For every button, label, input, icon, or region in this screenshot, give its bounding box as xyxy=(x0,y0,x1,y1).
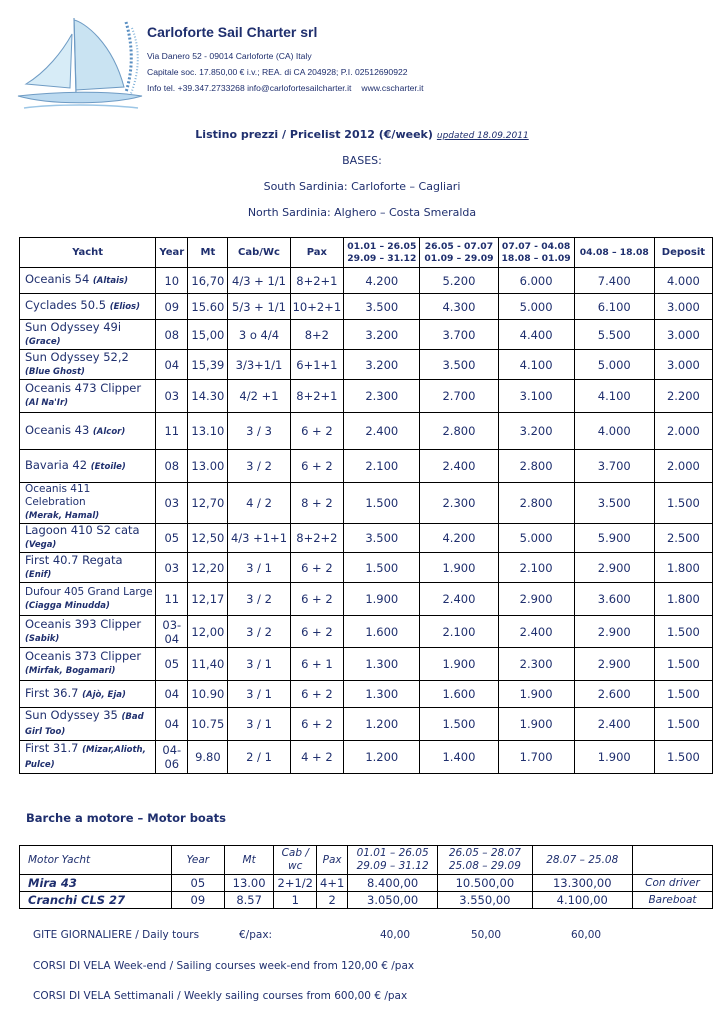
cabins-cell: 3 / 1 xyxy=(228,708,290,741)
sail-row xyxy=(20,380,713,413)
price-period-3: 4.100,00 xyxy=(532,892,632,909)
price-period-2: 3.500 xyxy=(420,350,498,380)
motor-header-cab xyxy=(274,846,317,875)
price-period-2: 4.200 xyxy=(420,524,498,553)
sail-row xyxy=(20,320,713,350)
pax-cell: 4+1 xyxy=(317,875,348,892)
length-cell: 14.30 xyxy=(188,380,228,413)
length-cell: 13.00 xyxy=(225,875,274,892)
price-period-2: 3.700 xyxy=(420,320,498,350)
yacht-model: First 31.7 xyxy=(25,741,79,755)
cabins-cell: 3 / 1 xyxy=(228,648,290,681)
header-pax: Pax xyxy=(290,238,344,268)
pax-cell: 4 + 2 xyxy=(290,741,344,774)
motor-header-period-1a: 01.01 – 26.05 xyxy=(356,847,429,859)
yacht-nickname: (Al Na'Ir) xyxy=(25,398,69,408)
pax-cell: 6 + 2 xyxy=(290,583,344,616)
price-period-4: 4.100 xyxy=(574,380,654,413)
price-period-3: 3.200 xyxy=(498,413,574,450)
length-cell: 11,40 xyxy=(188,648,228,681)
sail-row xyxy=(20,681,713,708)
motor-header-row xyxy=(20,846,713,875)
yacht-nickname: (Enif) xyxy=(25,569,52,580)
pax-cell: 2 xyxy=(317,892,348,909)
sail-row xyxy=(20,450,713,483)
bases-label: BASES: xyxy=(342,154,382,167)
company-capital: Capitale soc. 17.850,00 € i.v.; REA. di CA 204928; P.I. 02512690922 xyxy=(147,67,408,77)
yacht-name-cell xyxy=(20,648,156,681)
price-period-1: 3.050,00 xyxy=(348,892,438,909)
company-header xyxy=(147,24,423,96)
price-period-1: 3.500 xyxy=(344,524,420,553)
price-period-2: 4.300 xyxy=(420,294,498,320)
price-period-1: 2.100 xyxy=(344,450,420,483)
length-cell: 12,20 xyxy=(188,553,228,583)
price-period-3: 1.700 xyxy=(498,741,574,774)
motor-header-period-1 xyxy=(348,846,438,875)
cabins-cell: 4/3 + 1/1 xyxy=(228,268,290,294)
sail-table-body xyxy=(20,268,713,774)
pax-cell: 10+2+1 xyxy=(290,294,344,320)
length-cell: 13.10 xyxy=(188,413,228,450)
price-period-2: 2.300 xyxy=(420,483,498,524)
price-period-2: 1.900 xyxy=(420,648,498,681)
length-cell: 12,17 xyxy=(188,583,228,616)
cabins-cell: 5/3 + 1/1 xyxy=(228,294,290,320)
year-cell: 11 xyxy=(156,413,188,450)
deposit-cell: 3.000 xyxy=(654,320,712,350)
motor-header-period-3: 28.07 – 25.08 xyxy=(532,846,632,875)
price-period-3: 2.800 xyxy=(498,483,574,524)
price-period-4: 5.900 xyxy=(574,524,654,553)
pricelist-title xyxy=(0,128,724,141)
motor-boats-title: Barche a motore – Motor boats xyxy=(26,811,226,825)
header-period-3a: 07.07 - 04.08 xyxy=(501,240,571,252)
length-cell: 12,00 xyxy=(188,616,228,648)
price-period-2: 1.400 xyxy=(420,741,498,774)
sail-row xyxy=(20,413,713,450)
yacht-name-cell xyxy=(20,413,156,450)
price-period-3: 1.900 xyxy=(498,681,574,708)
yacht-model: Bavaria 42 xyxy=(25,457,88,472)
header-period-3b: 18.08 – 01.09 xyxy=(501,252,571,264)
daily-price-1: 40,00 xyxy=(380,929,411,941)
price-period-1: 3.200 xyxy=(344,320,420,350)
motor-header-mt: Mt xyxy=(225,846,274,875)
motor-header-period-2 xyxy=(438,846,532,875)
price-period-1: 2.300 xyxy=(344,380,420,413)
price-period-4: 3.600 xyxy=(574,583,654,616)
pax-cell: 6 + 2 xyxy=(290,450,344,483)
price-period-3: 3.100 xyxy=(498,380,574,413)
yacht-name-cell xyxy=(20,294,156,320)
length-cell: 8.57 xyxy=(225,892,274,909)
price-period-1: 1.300 xyxy=(344,681,420,708)
deposit-cell: 2.200 xyxy=(654,380,712,413)
price-period-2: 5.200 xyxy=(420,268,498,294)
motor-header-period-2a: 26.05 – 28.07 xyxy=(448,847,521,859)
deposit-cell: 2.500 xyxy=(654,524,712,553)
sail-header-row xyxy=(20,238,713,268)
yacht-name-cell xyxy=(20,741,156,774)
motor-header-cab-bottom: wc xyxy=(288,860,303,872)
header-yacht: Yacht xyxy=(20,238,156,268)
yacht-model: Sun Odyssey 35 xyxy=(25,708,118,722)
price-period-4: 2.900 xyxy=(574,553,654,583)
weekend-courses-line: CORSI DI VELA Week-end / Sailing courses week-end from 120,00 € /pax xyxy=(33,960,415,972)
price-period-4: 5.500 xyxy=(574,320,654,350)
header-period-2 xyxy=(420,238,498,268)
pax-cell: 6 + 1 xyxy=(290,648,344,681)
sail-row xyxy=(20,483,713,524)
cabins-cell: 4/2 +1 xyxy=(228,380,290,413)
cabins-cell: 1 xyxy=(274,892,317,909)
deposit-cell: 3.000 xyxy=(654,294,712,320)
price-period-4: 7.400 xyxy=(574,268,654,294)
price-period-1: 3.200 xyxy=(344,350,420,380)
yacht-name-cell xyxy=(20,524,156,553)
year-cell: 03 xyxy=(156,553,188,583)
header-period-1b: 29.09 – 31.12 xyxy=(347,252,417,264)
yacht-model: First 40.7 Regata xyxy=(25,552,123,567)
yacht-name-cell xyxy=(20,708,156,741)
sail-row xyxy=(20,741,713,774)
price-period-1: 4.200 xyxy=(344,268,420,294)
price-period-1: 1.900 xyxy=(344,583,420,616)
deposit-cell: 2.000 xyxy=(654,450,712,483)
pax-cell: 6 + 2 xyxy=(290,681,344,708)
cabins-cell: 3/3+1/1 xyxy=(228,350,290,380)
pricelist-updated: updated 18.09.2011 xyxy=(436,131,529,141)
cabins-cell: 3 / 1 xyxy=(228,553,290,583)
pax-cell: 6 + 2 xyxy=(290,616,344,648)
price-period-4: 3.500 xyxy=(574,483,654,524)
header-year: Year xyxy=(156,238,188,268)
note-cell: Bareboat xyxy=(632,892,712,909)
header-period-1 xyxy=(344,238,420,268)
yacht-model: Oceanis 393 Clipper xyxy=(25,616,142,631)
price-period-4: 3.700 xyxy=(574,450,654,483)
yacht-model: Oceanis 54 xyxy=(25,272,90,286)
company-name: Carloforte Sail Charter srl xyxy=(147,24,318,40)
price-period-2: 1.900 xyxy=(420,553,498,583)
deposit-cell: 1.500 xyxy=(654,616,712,648)
sail-row xyxy=(20,648,713,681)
yacht-nickname: (Vega) xyxy=(25,540,57,550)
header-period-3 xyxy=(498,238,574,268)
price-period-4: 2.900 xyxy=(574,648,654,681)
price-period-2: 2.400 xyxy=(420,450,498,483)
yacht-nickname: (Ajò, Eja) xyxy=(82,689,126,700)
yacht-nickname: (Mizar,Alioth, Pulce) xyxy=(25,745,146,770)
deposit-cell: 1.500 xyxy=(654,681,712,708)
price-period-2: 1.600 xyxy=(420,681,498,708)
pax-cell: 6 + 2 xyxy=(290,413,344,450)
year-cell: 08 xyxy=(156,450,188,483)
price-period-1: 1.500 xyxy=(344,483,420,524)
price-period-2: 2.700 xyxy=(420,380,498,413)
company-contacts xyxy=(147,80,423,96)
yacht-name-cell xyxy=(20,681,156,708)
motor-header-period-1b: 29.09 – 31.12 xyxy=(356,860,429,872)
yacht-nickname: (Alcor) xyxy=(92,426,126,437)
price-period-4: 2.600 xyxy=(574,681,654,708)
year-cell: 04 xyxy=(156,708,188,741)
pax-cell: 8+2+2 xyxy=(290,524,344,553)
cabins-cell: 3 / 1 xyxy=(228,681,290,708)
header-mt: Mt xyxy=(188,238,228,268)
daily-tours-unit: €/pax: xyxy=(239,929,273,941)
cabins-cell: 2+1/2 xyxy=(274,875,317,892)
motor-header-cab-top: Cab / xyxy=(281,847,309,859)
header-cabwc: Cab/Wc xyxy=(228,238,290,268)
length-cell: 9.80 xyxy=(188,741,228,774)
deposit-cell: 3.000 xyxy=(654,350,712,380)
yacht-name-cell xyxy=(20,380,156,413)
length-cell: 15,39 xyxy=(188,350,228,380)
yacht-name-cell xyxy=(20,616,156,648)
deposit-cell: 1.500 xyxy=(654,648,712,681)
cabins-cell: 3 / 2 xyxy=(228,616,290,648)
motor-header-note xyxy=(632,846,712,875)
yacht-nickname: (Ciagga Minudda) xyxy=(25,600,110,611)
length-cell: 13.00 xyxy=(188,450,228,483)
deposit-cell: 4.000 xyxy=(654,268,712,294)
year-cell: 09 xyxy=(171,892,224,909)
pax-cell: 8 + 2 xyxy=(290,483,344,524)
yacht-name-cell xyxy=(20,583,156,616)
length-cell: 16,70 xyxy=(188,268,228,294)
weekly-courses-line: CORSI DI VELA Settimanali / Weekly sailing courses from 600,00 € /pax xyxy=(33,990,408,1002)
yacht-nickname: (Merak, Hamal) xyxy=(25,511,100,521)
header-period-1a: 01.01 – 26.05 xyxy=(347,240,417,252)
cabins-cell: 4/3 +1+1 xyxy=(228,524,290,553)
yacht-name-cell xyxy=(20,483,156,524)
motor-header-period-2b: 25.08 – 29.09 xyxy=(448,860,521,872)
bases-south: South Sardinia: Carloforte – Cagliari xyxy=(263,180,461,193)
sail-row xyxy=(20,553,713,583)
company-logo xyxy=(14,12,146,122)
year-cell: 05 xyxy=(171,875,224,892)
motor-yacht-name: Cranchi CLS 27 xyxy=(20,892,172,909)
sail-row xyxy=(20,708,713,741)
price-period-3: 4.400 xyxy=(498,320,574,350)
motor-header-pax: Pax xyxy=(317,846,348,875)
deposit-cell: 1.500 xyxy=(654,483,712,524)
price-period-2: 2.800 xyxy=(420,413,498,450)
year-cell: 03 xyxy=(156,483,188,524)
motor-row xyxy=(20,875,713,892)
sailboat-logo-icon xyxy=(14,12,146,122)
price-period-2: 2.400 xyxy=(420,583,498,616)
price-period-2: 2.100 xyxy=(420,616,498,648)
price-period-1: 1.600 xyxy=(344,616,420,648)
yacht-model: Cyclades 50.5 xyxy=(25,298,107,312)
length-cell: 12,50 xyxy=(188,524,228,553)
year-cell: 09 xyxy=(156,294,188,320)
yacht-name-cell xyxy=(20,450,156,483)
cabins-cell: 4 / 2 xyxy=(228,483,290,524)
yacht-name-cell xyxy=(20,268,156,294)
yacht-model: Oceanis 473 Clipper xyxy=(25,381,142,395)
header-period-2b: 01.09 – 29.09 xyxy=(424,252,494,264)
cabins-cell: 3 / 2 xyxy=(228,450,290,483)
cabins-cell: 3 o 4/4 xyxy=(228,320,290,350)
bases-north: North Sardinia: Alghero – Costa Smeralda xyxy=(247,206,477,219)
pax-cell: 6 + 2 xyxy=(290,553,344,583)
sail-row xyxy=(20,268,713,294)
daily-price-2: 50,00 xyxy=(471,929,502,941)
yacht-model: Oceanis 373 Clipper xyxy=(25,649,142,663)
pricelist-heading: Listino prezzi / Pricelist 2012 (€/week) xyxy=(195,128,433,141)
header-period-2a: 26.05 - 07.07 xyxy=(424,240,494,252)
price-period-3: 5.000 xyxy=(498,524,574,553)
deposit-cell: 1.500 xyxy=(654,708,712,741)
year-cell: 11 xyxy=(156,583,188,616)
length-cell: 12,70 xyxy=(188,483,228,524)
cabins-cell: 2 / 1 xyxy=(228,741,290,774)
sail-row xyxy=(20,583,713,616)
year-cell: 05 xyxy=(156,648,188,681)
pax-cell: 6 + 2 xyxy=(290,708,344,741)
yacht-model: Sun Odyssey 52,2 xyxy=(25,349,129,364)
price-period-1: 1.500 xyxy=(344,553,420,583)
daily-price-3: 60,00 xyxy=(571,929,602,941)
price-period-1: 3.500 xyxy=(344,294,420,320)
price-period-3: 2.100 xyxy=(498,553,574,583)
deposit-cell: 1.500 xyxy=(654,741,712,774)
yacht-nickname: (Sabik) xyxy=(25,633,60,644)
year-cell: 04 xyxy=(156,350,188,380)
yacht-nickname: (Mirfak, Bogamari) xyxy=(25,666,116,676)
pax-cell: 6+1+1 xyxy=(290,350,344,380)
deposit-cell: 2.000 xyxy=(654,413,712,450)
year-cell: 03 xyxy=(156,380,188,413)
yacht-name-cell xyxy=(20,320,156,350)
pax-cell: 8+2+1 xyxy=(290,380,344,413)
motor-yacht-name: Mira 43 xyxy=(20,875,172,892)
header-deposit: Deposit xyxy=(654,238,712,268)
year-cell: 08 xyxy=(156,320,188,350)
yacht-model: Dufour 405 Grand Large xyxy=(25,585,153,598)
motor-header-yacht: Motor Yacht xyxy=(20,846,172,875)
motor-price-table xyxy=(19,845,713,909)
motor-header-year: Year xyxy=(171,846,224,875)
price-period-4: 4.000 xyxy=(574,413,654,450)
price-period-3: 2.400 xyxy=(498,616,574,648)
year-cell: 03-04 xyxy=(156,616,188,648)
cabins-cell: 3 / 2 xyxy=(228,583,290,616)
pax-cell: 8+2 xyxy=(290,320,344,350)
price-period-1: 1.300 xyxy=(344,648,420,681)
price-period-2: 3.550,00 xyxy=(438,892,532,909)
price-period-3: 2.300 xyxy=(498,648,574,681)
daily-tours-label: GITE GIORNALIERE / Daily tours xyxy=(33,929,200,941)
length-cell: 15.60 xyxy=(188,294,228,320)
yacht-nickname: (Etoile) xyxy=(90,461,126,472)
price-period-3: 5.000 xyxy=(498,294,574,320)
sail-row xyxy=(20,616,713,648)
yacht-name-cell xyxy=(20,553,156,583)
sail-row xyxy=(20,524,713,553)
yacht-nickname: (Altais) xyxy=(92,276,128,286)
length-cell: 10.90 xyxy=(188,681,228,708)
yacht-model: First 36.7 xyxy=(25,685,79,700)
year-cell: 10 xyxy=(156,268,188,294)
year-cell: 04 xyxy=(156,681,188,708)
price-period-2: 10.500,00 xyxy=(438,875,532,892)
price-period-3: 1.900 xyxy=(498,708,574,741)
yacht-nickname: (Bad Girl Too) xyxy=(25,712,144,737)
yacht-name-cell xyxy=(20,350,156,380)
company-info[interactable]: Info tel. +39.347.2733268 info@carlofortesailcharter.it xyxy=(147,83,352,93)
cabins-cell: 3 / 3 xyxy=(228,413,290,450)
year-cell: 04-06 xyxy=(156,741,188,774)
yacht-model: Oceanis 411 Celebration xyxy=(25,483,91,508)
pax-cell: 8+2+1 xyxy=(290,268,344,294)
yacht-model: Oceanis 43 xyxy=(25,422,90,437)
yacht-model: Sun Odyssey 49i xyxy=(25,319,122,334)
price-period-4: 6.100 xyxy=(574,294,654,320)
price-period-4: 5.000 xyxy=(574,350,654,380)
sail-row xyxy=(20,350,713,380)
company-website[interactable]: www.cscharter.it xyxy=(361,83,424,93)
deposit-cell: 1.800 xyxy=(654,583,712,616)
yacht-nickname: (Grace) xyxy=(25,336,61,347)
yacht-nickname: (Blue Ghost) xyxy=(25,366,85,377)
price-period-1: 2.400 xyxy=(344,413,420,450)
length-cell: 10.75 xyxy=(188,708,228,741)
price-period-4: 2.400 xyxy=(574,708,654,741)
price-period-1: 8.400,00 xyxy=(348,875,438,892)
price-period-1: 1.200 xyxy=(344,741,420,774)
daily-tours-line xyxy=(33,929,713,943)
company-address: Via Danero 52 - 09014 Carloforte (CA) Italy xyxy=(147,51,312,61)
length-cell: 15,00 xyxy=(188,320,228,350)
year-cell: 05 xyxy=(156,524,188,553)
sail-row xyxy=(20,294,713,320)
price-period-3: 2.900 xyxy=(498,583,574,616)
price-period-1: 1.200 xyxy=(344,708,420,741)
price-period-4: 2.900 xyxy=(574,616,654,648)
yacht-nickname: (Elios) xyxy=(109,302,140,312)
yacht-model: Lagoon 410 S2 cata xyxy=(25,523,140,537)
price-period-3: 2.800 xyxy=(498,450,574,483)
price-period-3: 13.300,00 xyxy=(532,875,632,892)
motor-table-body xyxy=(20,875,713,909)
motor-row xyxy=(20,892,713,909)
price-period-3: 4.100 xyxy=(498,350,574,380)
price-period-4: 1.900 xyxy=(574,741,654,774)
deposit-cell: 1.800 xyxy=(654,553,712,583)
price-period-3: 6.000 xyxy=(498,268,574,294)
header-period-4: 04.08 – 18.08 xyxy=(574,238,654,268)
note-cell: Con driver xyxy=(632,875,712,892)
price-period-2: 1.500 xyxy=(420,708,498,741)
sail-price-table xyxy=(19,237,713,774)
